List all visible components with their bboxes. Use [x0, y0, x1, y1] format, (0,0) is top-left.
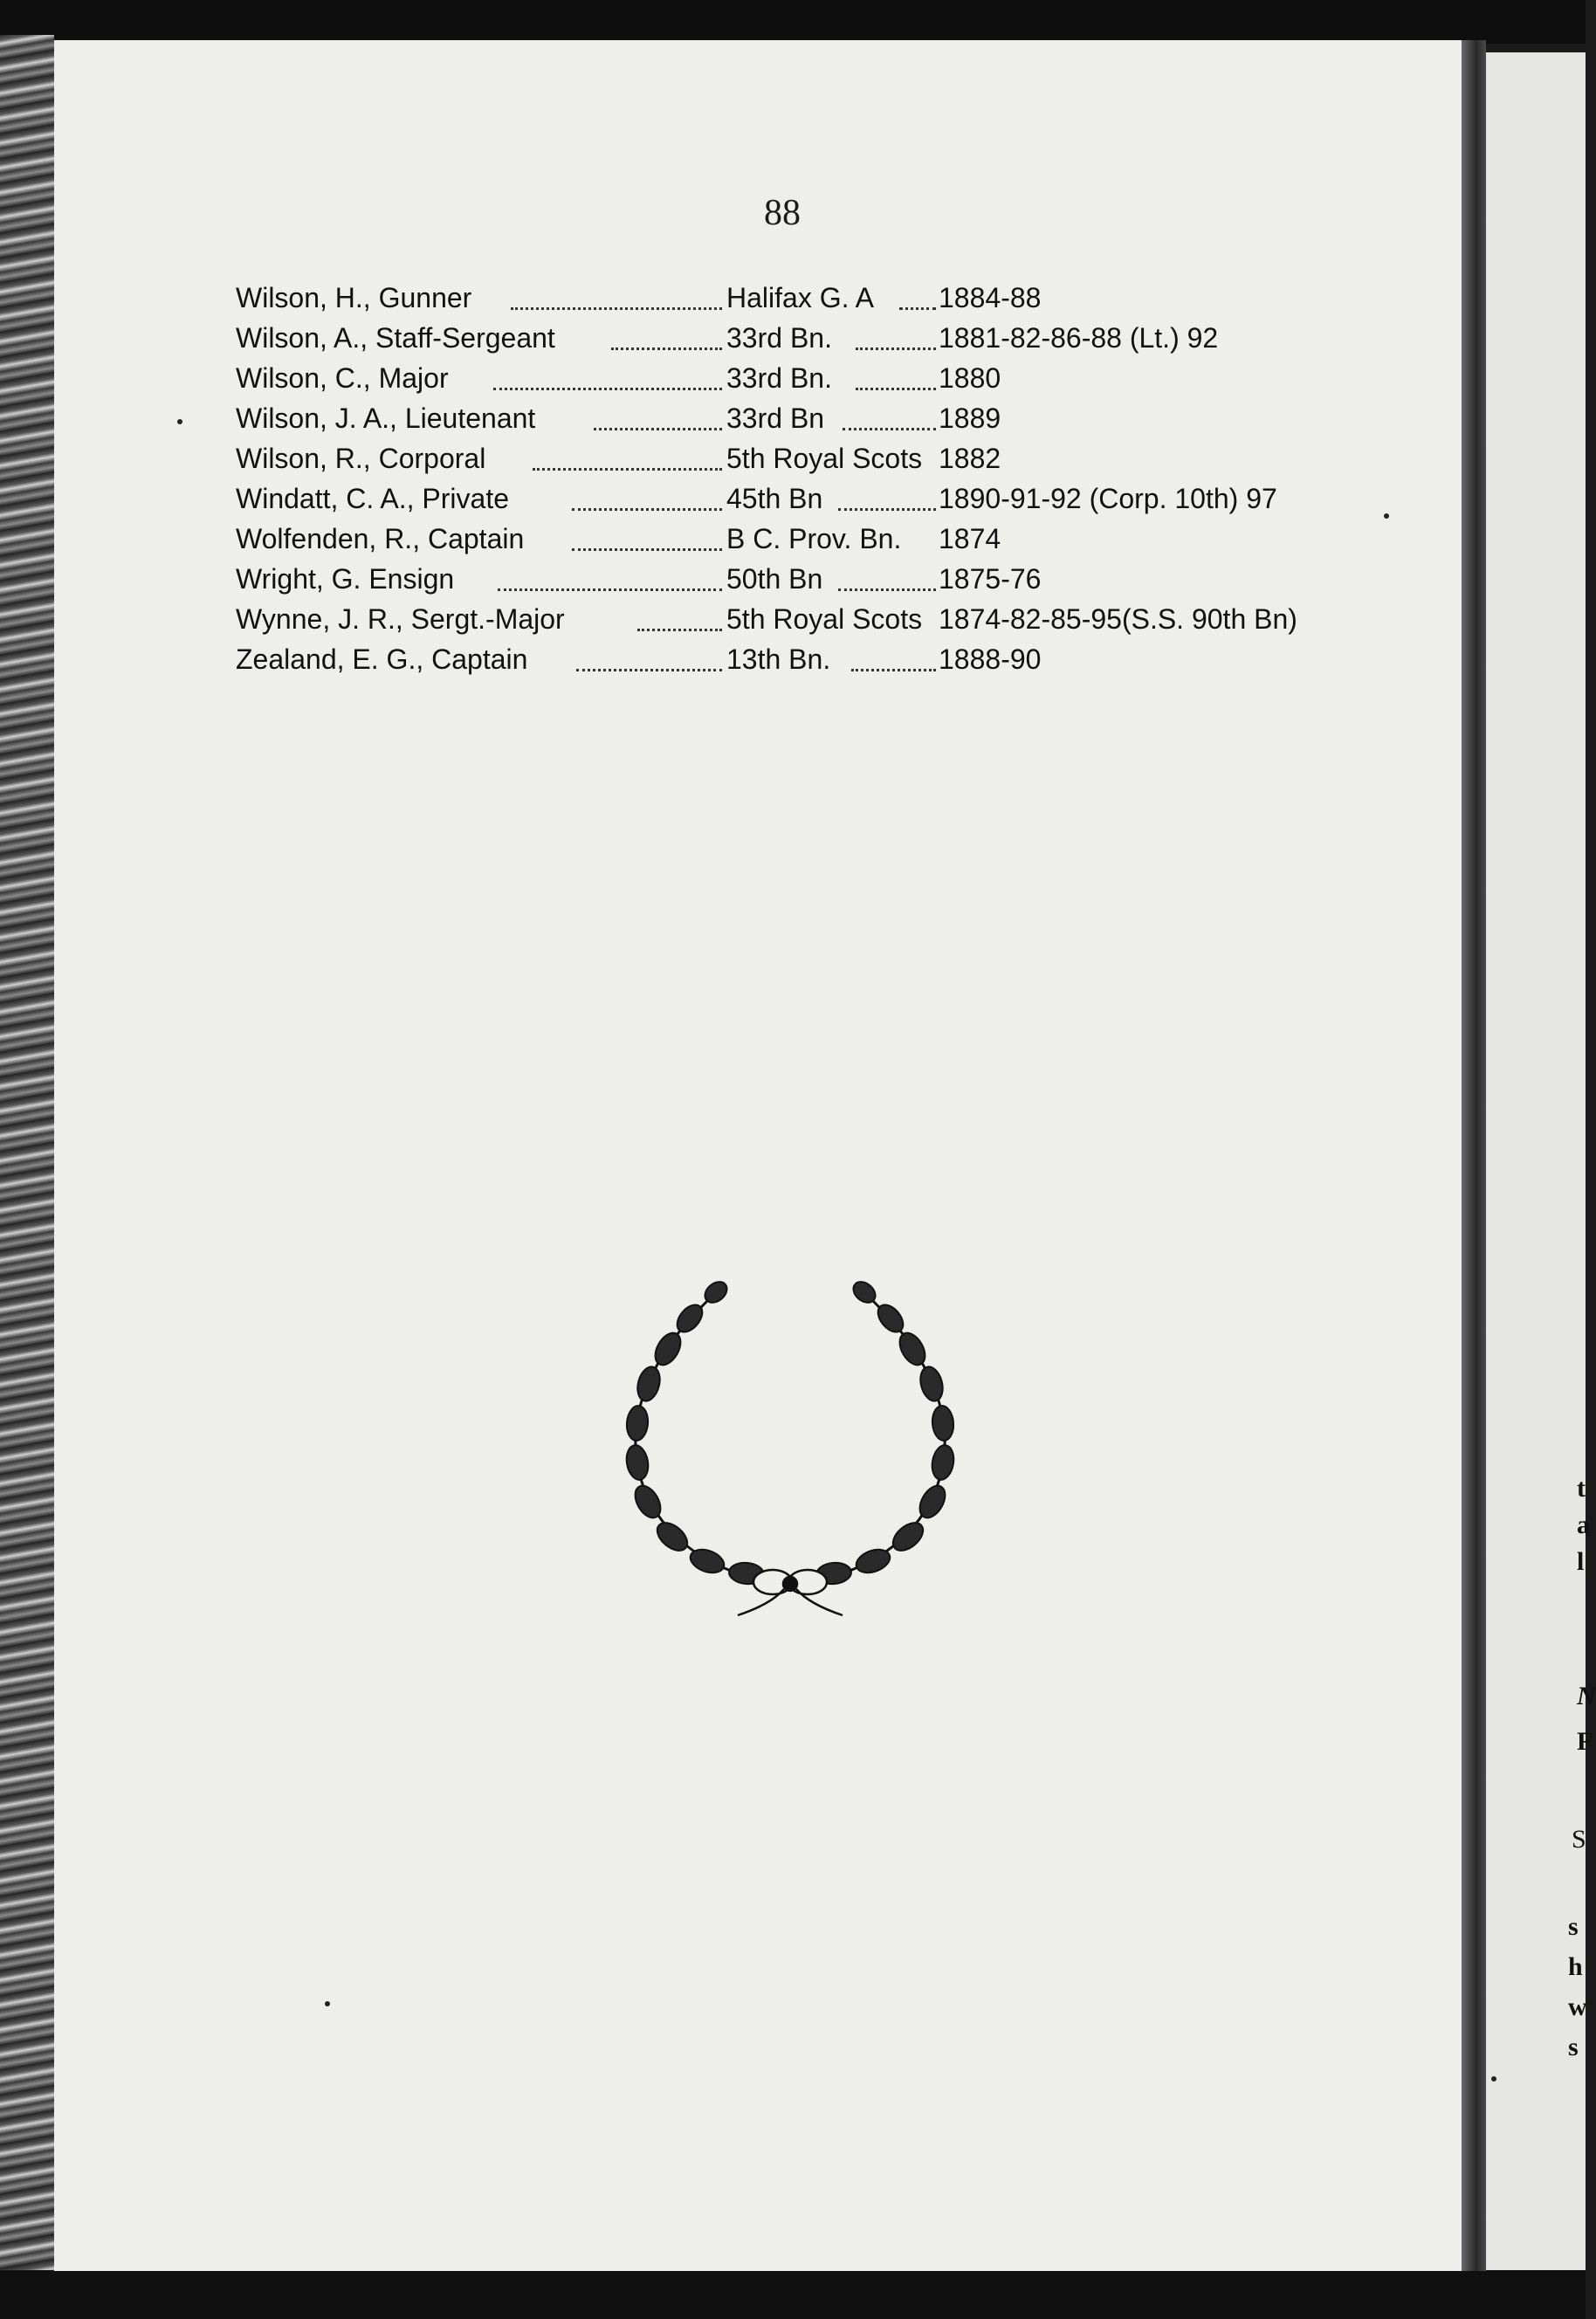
- leader-dots: [838, 585, 936, 591]
- leader-dots: [572, 505, 722, 511]
- facing-page-fragment: s: [1568, 1912, 1579, 1941]
- leader-dots: [856, 384, 936, 390]
- leader-dots: [856, 344, 936, 350]
- entry-name: Wilson, J. A., Lieutenant: [236, 403, 536, 434]
- leader-dots: [493, 384, 722, 390]
- entry-unit: 33rd Bn: [726, 403, 825, 434]
- stray-mark: [1384, 513, 1389, 519]
- stray-mark: [325, 2001, 330, 2006]
- entry-unit: 13th Bn.: [726, 643, 831, 675]
- entry-years: 1880: [939, 362, 1001, 394]
- entry-name: Wilson, A., Staff-Sergeant: [236, 322, 555, 354]
- leader-dots: [838, 505, 936, 511]
- entry-years: 1888-90: [939, 643, 1042, 675]
- entry-years: 1881-82-86-88 (Lt.) 92: [939, 322, 1219, 354]
- entry-name: Wright, G. Ensign: [236, 563, 455, 595]
- facing-page-fragment: l: [1577, 1547, 1585, 1576]
- marbled-book-edge: [0, 35, 54, 2270]
- entry-unit: Halifax G. A: [726, 282, 874, 313]
- entry-years: 1884-88: [939, 282, 1042, 313]
- entry-unit: 33rd Bn.: [726, 322, 832, 354]
- entry-name: Wilson, C., Major: [236, 362, 449, 394]
- stray-mark: [1491, 2076, 1496, 2082]
- leader-dots: [533, 464, 722, 471]
- facing-page-fragment: w: [1568, 1992, 1587, 2021]
- entry-years: 1889: [939, 403, 1001, 434]
- entry-years: 1882: [939, 443, 1001, 474]
- leader-dots: [637, 625, 722, 631]
- leader-dots: [843, 424, 936, 430]
- entry-unit: 50th Bn: [726, 563, 823, 595]
- leader-dots: [594, 424, 722, 430]
- facing-page-fragment: s: [1568, 2033, 1579, 2061]
- entry-name: Zealand, E. G., Captain: [236, 643, 528, 675]
- leader-dots: [498, 585, 722, 591]
- entry-name: Wilson, R., Corporal: [236, 443, 486, 474]
- leader-dots: [851, 665, 936, 671]
- entry-unit: 45th Bn: [726, 483, 823, 514]
- entry-years: 1890-91-92 (Corp. 10th) 97: [939, 483, 1277, 514]
- entry-years: 1874-82-85-95(S.S. 90th Bn): [939, 603, 1297, 635]
- book-gutter: [1462, 40, 1486, 2271]
- entry-name: Windatt, C. A., Private: [236, 483, 509, 514]
- facing-page-fragment: t: [1577, 1474, 1586, 1503]
- leader-dots: [611, 344, 722, 350]
- entry-years: 1874: [939, 523, 1001, 554]
- leader-dots: [576, 665, 722, 671]
- entry-unit: 5th Royal Scots: [726, 443, 923, 474]
- wreath-ornament: [594, 1257, 987, 1624]
- scan-border-top: [0, 0, 1586, 44]
- leader-dots: [511, 304, 722, 310]
- scan-border-bottom: [0, 2271, 1586, 2319]
- leader-dots: [572, 545, 722, 551]
- page-number: 88: [764, 193, 801, 233]
- entry-name: Wolfenden, R., Captain: [236, 523, 525, 554]
- entry-years: 1875-76: [939, 563, 1042, 595]
- stray-mark: [177, 419, 182, 424]
- entry-name: Wynne, J. R., Sergt.-Major: [236, 603, 565, 635]
- facing-page-fragment: S: [1572, 1825, 1586, 1854]
- entry-unit: 33rd Bn.: [726, 362, 832, 394]
- facing-page-fragment: h: [1568, 1952, 1583, 1981]
- entry-unit: 5th Royal Scots: [726, 603, 923, 635]
- facing-page-fragment: N: [1577, 1682, 1596, 1710]
- facing-page-fragment: F: [1577, 1727, 1593, 1756]
- entry-name: Wilson, H., Gunner: [236, 282, 472, 313]
- entry-unit: B C. Prov. Bn.: [726, 523, 902, 554]
- facing-page-fragment: a: [1577, 1510, 1590, 1539]
- leader-dots: [899, 304, 936, 310]
